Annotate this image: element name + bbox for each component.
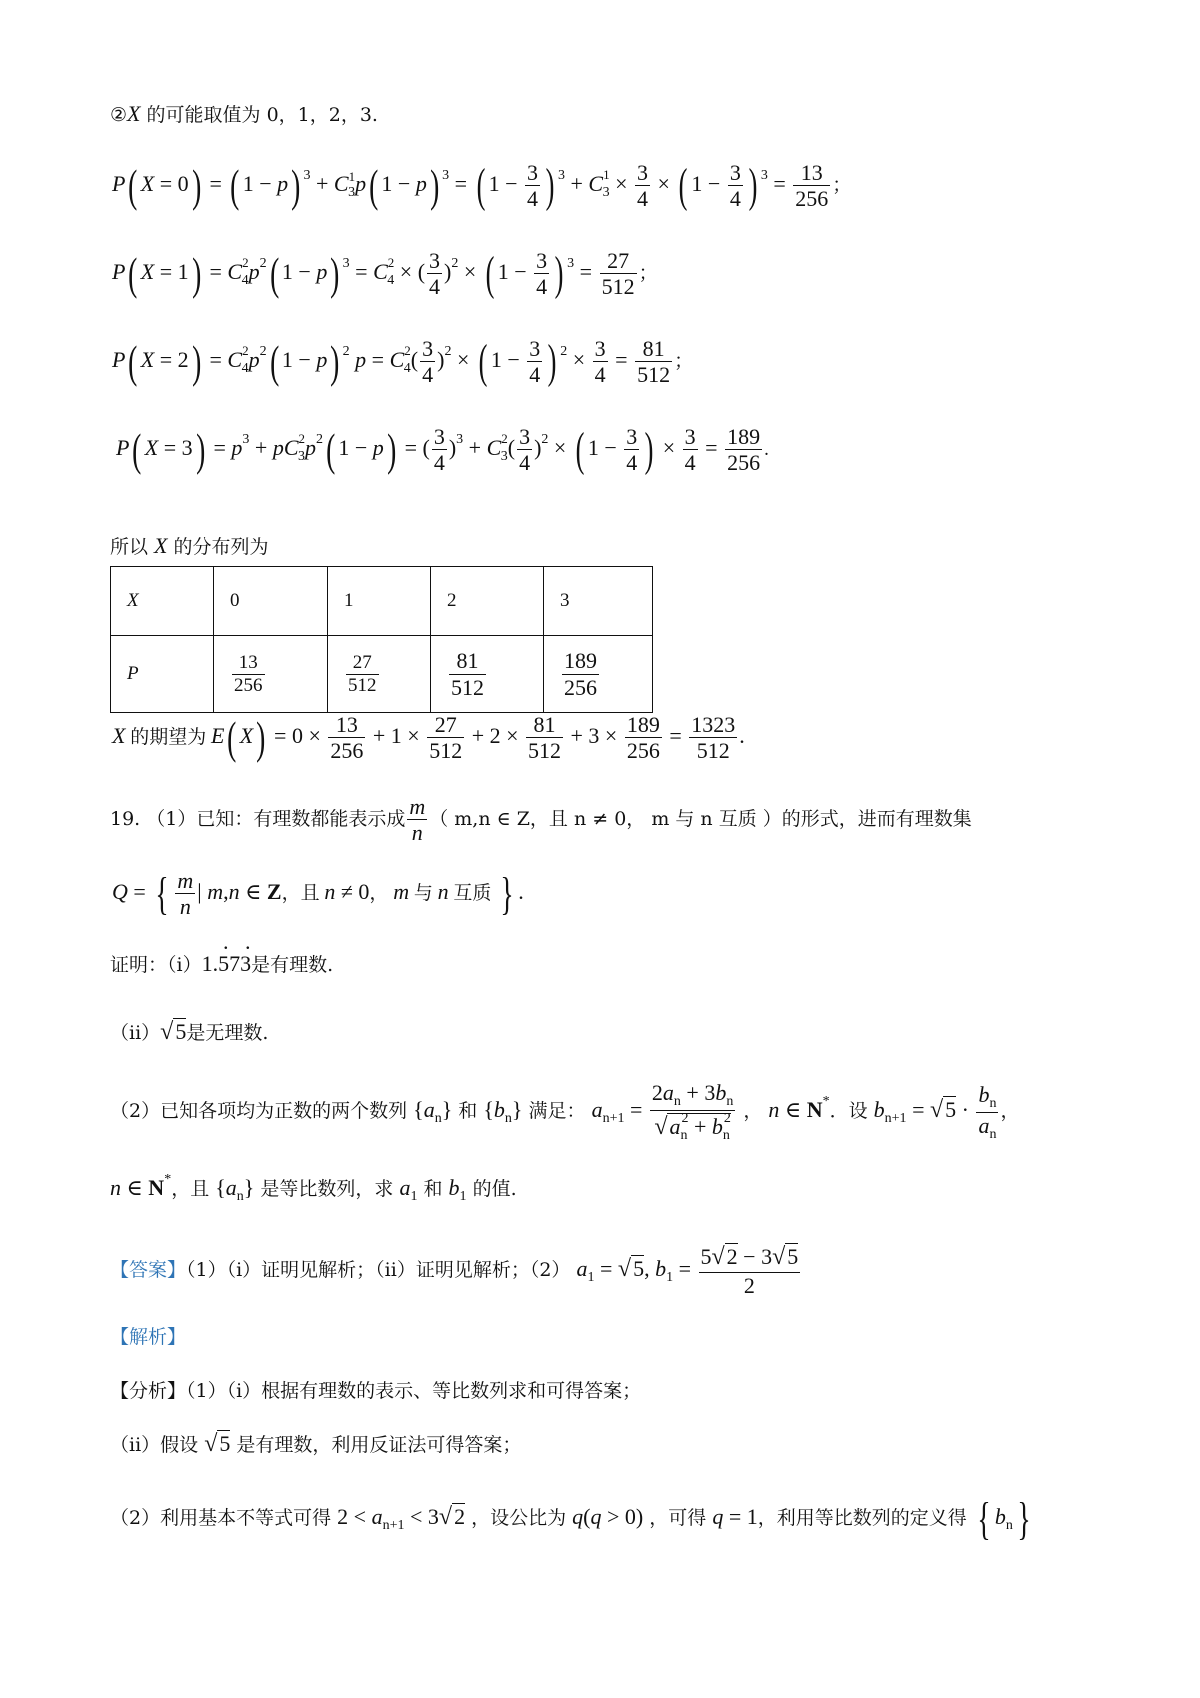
circled-number: ② xyxy=(110,104,128,126)
table-row xyxy=(111,567,653,636)
part2-intro xyxy=(110,100,378,127)
table-cell: P xyxy=(111,636,214,713)
q19-set-definition: Q = { $\frac{m}{n}$ | m,n ∈ Z，且 n ≠ 0， m 与 n 互质 } . xyxy=(112,867,524,920)
result-p2: $\frac{81}{512}$ xyxy=(637,336,671,388)
table-cell: $\frac{81}{512}$ xyxy=(431,636,544,713)
table-cell: X xyxy=(111,567,214,636)
analysis-line-2: （ii）假设 √5 是有理数，利用反证法可得答案； xyxy=(110,1431,522,1457)
result-p1: $\frac{27}{512}$ xyxy=(601,248,635,300)
answer-line: 【答案】（1）（i）证明见解析；（ii）证明见解析；（2） $a_1 = √5$, $b_1$ = $\frac{5√2 - 3√5}{2}$ xyxy=(110,1244,799,1298)
table-row xyxy=(111,636,653,713)
table-cell: $\frac{13}{256}$ xyxy=(214,636,328,713)
table-cell: 1 xyxy=(328,567,431,636)
analysis-line-1: 【分析】（1）（i）根据有理数的表示、等比数列求和可得答案； xyxy=(110,1380,642,1402)
answer-tag: 【答案】 xyxy=(110,1259,187,1281)
table-cell: 2 xyxy=(431,567,544,636)
expectation-result: $\frac{1323}{512}$ xyxy=(691,712,736,764)
analysis-tag: 【解析】 xyxy=(110,1326,187,1348)
intro-text: 的可能取值为 0，1，2，3. xyxy=(140,104,378,126)
result-p0: $\frac{13}{256}$ xyxy=(795,160,829,212)
result-p3: $\frac{189}{256}$ xyxy=(727,424,761,476)
equation-p2: P( $X = 2) = C^2_4p^2$( 1 − p) $^2$ $p = C^2_4$( $\frac{3}{4}$ )$^2$ × ( 1 − $\frac{3}{4}$ ) $^2$ × $\frac{3}{4}$ = $\frac{81}{512}$ ； xyxy=(112,334,694,388)
table-cell: $\frac{189}{256}$ xyxy=(544,636,653,713)
q19-line1: 19. （1）已知：有理数都能表示成 $\frac{m}{n}$ （ m,n ∈ Z，且 n ≠ 0， m 与 n 互质 ）的形式，进而有理数集 xyxy=(110,794,972,846)
q19-proof-i: 证明：（i）1.· 57· 3是有理数. xyxy=(110,950,333,977)
q19-part2-cont: n ∈ N*，且 $\{a_n\}$ 是等比数列，求 $a_1$ 和 $b_1$ 的值. xyxy=(110,1172,517,1204)
q19-proof-ii: （ii）√5是无理数. xyxy=(110,1019,269,1045)
distribution-table xyxy=(110,566,653,713)
equation-p3: P( $X = 3) = p^3 + pC^2_3p^2$( 1 − p) = ( $\frac{3}{4}$ )$^3 + C^2_3$( $\frac{3}{4}$ )$^2$ × ( 1 − $\frac{3}{4}$ ) × $\frac{3}{4}$ = $\frac{189}{256}$ . xyxy=(116,422,769,476)
analysis-line-3: （2）利用基本不等式可得 $2 < a_{n+1} < 3√2$ ，设公比为 q(q > 0) ，可得 q = 1，利用等比数列的定义得 { $b_n$} xyxy=(110,1493,1031,1544)
q19-part2: （2）已知各项均为正数的两个数列 $\{a_n\}$ 和 $\{b_n\}$ 满足： $a_{n+1}$ = $\frac{2a_n + 3b_n}{√a_n^2 + b_n^2}$ ， n ∈ N*．设 $b_{n+1} = √5$ · $\frac{b_n}{a_n}$ ， xyxy=(110,1080,1020,1144)
expectation-line: X 的期望为 E( X) = 0 × $\frac{13}{256}$ + 1 × $\frac{27}{512}$ + 2 × $\frac{81}{512}$ + 3 × $\frac{189}{256}$ = $\frac{1323}{512}$ . xyxy=(112,711,745,764)
table-cell: 3 xyxy=(544,567,653,636)
equation-p0: P( X = 0) = ( 1 − p) $^3 + C^1_3p$( 1 − p) $^3$ = ( 1 − $\frac{3}{4}$ ) $^3 + C^1_3$ × $\frac{3}{4}$ × ( 1 − $\frac{3}{4}$ ) $^3$ = $\frac{13}{256}$ ； xyxy=(112,158,852,212)
table-cell: 0 xyxy=(214,567,328,636)
distribution-title: 所以 X 的分布列为 xyxy=(110,533,269,558)
equation-p1: P( $X = 1) = C^2_4p^2$( 1 − p) $^3 = C^2_4$ × ( $\frac{3}{4}$ )$^2$ × ( 1 − $\frac{3}{4}$ ) $^3$ = $\frac{27}{512}$ ； xyxy=(112,246,658,300)
table-cell: $\frac{27}{512}$ xyxy=(328,636,431,713)
var-x: X xyxy=(127,101,141,126)
